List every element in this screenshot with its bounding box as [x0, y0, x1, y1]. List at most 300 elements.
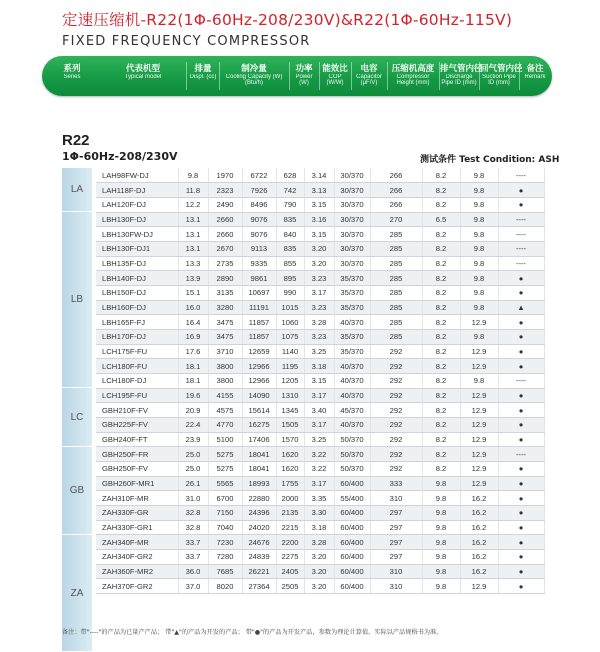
- header-cop: 能效比 COP (W/W): [322, 64, 348, 87]
- cell-cooling-btu: 9113: [242, 241, 276, 256]
- cell-power: 2135: [276, 505, 304, 520]
- cell-suction-pipe: 12.9: [460, 344, 498, 359]
- cell-discharge-pipe: 8.2: [422, 300, 460, 315]
- cell-capacitor: 30/370: [334, 227, 370, 242]
- cell-suction-pipe: 12.9: [460, 359, 498, 374]
- cell-model: LCH195F-FU: [96, 388, 178, 403]
- cell-height: 292: [370, 417, 422, 432]
- cell-capacitor: 60/400: [334, 476, 370, 491]
- cell-model: LCH180F-FU: [96, 359, 178, 374]
- cell-remark: ●: [498, 183, 544, 198]
- cell-height: 310: [370, 564, 422, 579]
- cell-suction-pipe: 9.8: [460, 241, 498, 256]
- voltage-label: 1Φ-60Hz-208/230V: [62, 150, 178, 163]
- cell-capacitor: 30/370: [334, 256, 370, 271]
- cell-displ: 15.1: [178, 285, 208, 300]
- table-row: [96, 491, 544, 506]
- cell-power: 835: [276, 241, 304, 256]
- cell-suction-pipe: 9.8: [460, 285, 498, 300]
- cell-power: 1755: [276, 476, 304, 491]
- cell-height: 310: [370, 579, 422, 594]
- cell-capacitor: 35/370: [334, 285, 370, 300]
- cell-cop: 3.28: [304, 535, 334, 550]
- cell-power: 840: [276, 227, 304, 242]
- cell-cooling-w: 3800: [208, 359, 242, 374]
- cell-discharge-pipe: 8.2: [422, 359, 460, 374]
- refrigerant-label: R22: [62, 132, 90, 149]
- cell-remark: ●: [498, 403, 544, 418]
- cell-height: 285: [370, 241, 422, 256]
- spec-table: [96, 168, 545, 594]
- cell-remark: ----: [498, 212, 544, 227]
- cell-suction-pipe: 16.2: [460, 564, 498, 579]
- table-row: [96, 359, 544, 374]
- header-remark: 备注 Remark: [524, 64, 546, 80]
- cell-remark: ●: [498, 564, 544, 579]
- cell-cooling-btu: 6722: [242, 168, 276, 183]
- table-row: [96, 505, 544, 520]
- header-model: 代表机型 Typical model: [124, 64, 162, 80]
- cell-power: 2505: [276, 579, 304, 594]
- cell-suction-pipe: 12.9: [460, 476, 498, 491]
- cell-capacitor: 50/370: [334, 432, 370, 447]
- cell-cooling-w: 4155: [208, 388, 242, 403]
- cell-capacitor: 60/400: [334, 520, 370, 535]
- cell-displ: 13.9: [178, 271, 208, 286]
- cell-capacitor: 60/400: [334, 535, 370, 550]
- cell-discharge-pipe: 8.2: [422, 183, 460, 198]
- footnote: 备注：带"----"的产品为已量产产品； 带"▲"的产品为开发的产品； 带"●"的产品为开发产品，参数为理论计算值，实际以产品规格书为准。: [62, 629, 443, 636]
- cell-power: 2215: [276, 520, 304, 535]
- cell-cooling-w: 7685: [208, 564, 242, 579]
- cell-cooling-w: 2660: [208, 212, 242, 227]
- cell-capacitor: 50/370: [334, 447, 370, 462]
- cell-displ: 20.9: [178, 403, 208, 418]
- cell-displ: 22.4: [178, 417, 208, 432]
- cell-remark: ●: [498, 491, 544, 506]
- cell-cooling-btu: 7926: [242, 183, 276, 198]
- header-discharge: 排气管内径 Discharge Pipe ID (mm): [440, 64, 483, 87]
- cell-model: LAH118F-DJ: [96, 183, 178, 198]
- cell-cop: 3.28: [304, 315, 334, 330]
- cell-discharge-pipe: 8.2: [422, 373, 460, 388]
- table-row: [96, 461, 544, 476]
- cell-cooling-btu: 11191: [242, 300, 276, 315]
- series-column: [62, 168, 92, 608]
- cell-cop: 3.23: [304, 329, 334, 344]
- cell-model: LBH160F-DJ: [96, 300, 178, 315]
- cell-displ: 37.0: [178, 579, 208, 594]
- cell-displ: 16.4: [178, 315, 208, 330]
- cell-discharge-pipe: 9.8: [422, 535, 460, 550]
- cell-height: 292: [370, 461, 422, 476]
- cell-model: GBH240F-FT: [96, 432, 178, 447]
- cell-cooling-btu: 9076: [242, 212, 276, 227]
- cell-displ: 33.7: [178, 535, 208, 550]
- cell-remark: ●: [498, 549, 544, 564]
- cell-cop: 3.18: [304, 359, 334, 374]
- cell-cooling-w: 2670: [208, 241, 242, 256]
- series-lb: LB: [62, 212, 92, 388]
- cell-discharge-pipe: 8.2: [422, 168, 460, 183]
- cell-cooling-w: 5100: [208, 432, 242, 447]
- cell-suction-pipe: 9.8: [460, 212, 498, 227]
- cell-cooling-w: 3475: [208, 315, 242, 330]
- cell-height: 297: [370, 505, 422, 520]
- cell-cooling-btu: 9076: [242, 227, 276, 242]
- table-row: [96, 285, 544, 300]
- cell-cop: 3.14: [304, 168, 334, 183]
- cell-cop: 3.25: [304, 344, 334, 359]
- cell-power: 835: [276, 212, 304, 227]
- cell-displ: 18.1: [178, 373, 208, 388]
- cell-height: 333: [370, 476, 422, 491]
- cell-height: 297: [370, 535, 422, 550]
- cell-capacitor: 35/370: [334, 329, 370, 344]
- cell-displ: 33.7: [178, 549, 208, 564]
- cell-cooling-w: 3475: [208, 329, 242, 344]
- cell-height: 270: [370, 212, 422, 227]
- table-row: [96, 300, 544, 315]
- cell-cooling-btu: 22880: [242, 491, 276, 506]
- cell-power: 855: [276, 256, 304, 271]
- cell-model: LAH98FW-DJ: [96, 168, 178, 183]
- cell-height: 285: [370, 227, 422, 242]
- series-la: LA: [62, 168, 92, 212]
- cell-model: ZAH360F-MR2: [96, 564, 178, 579]
- cell-remark: ▲: [498, 300, 544, 315]
- cell-cooling-btu: 27364: [242, 579, 276, 594]
- cell-model: LCH175F-FU: [96, 344, 178, 359]
- table-row: [96, 388, 544, 403]
- cell-cooling-btu: 18041: [242, 447, 276, 462]
- header-power: 功率 Power (W): [295, 64, 313, 87]
- cell-discharge-pipe: 8.2: [422, 256, 460, 271]
- table-row: [96, 432, 544, 447]
- cell-discharge-pipe: 8.2: [422, 388, 460, 403]
- page-subtitle: FIXED FREQUENCY COMPRESSOR: [62, 34, 311, 49]
- cell-cop: 3.15: [304, 373, 334, 388]
- cell-remark: ●: [498, 579, 544, 594]
- cell-power: 1140: [276, 344, 304, 359]
- cell-model: LBH130F-DJ: [96, 212, 178, 227]
- cell-power: 2275: [276, 549, 304, 564]
- cell-model: GBH210F-FV: [96, 403, 178, 418]
- cell-displ: 16.9: [178, 329, 208, 344]
- cell-height: 266: [370, 168, 422, 183]
- table-row: [96, 373, 544, 388]
- cell-model: GBH225F-FV: [96, 417, 178, 432]
- series-lc: LC: [62, 388, 92, 447]
- cell-displ: 13.3: [178, 256, 208, 271]
- cell-suction-pipe: 16.2: [460, 491, 498, 506]
- cell-remark: ●: [498, 329, 544, 344]
- cell-remark: ●: [498, 476, 544, 491]
- table-row: [96, 535, 544, 550]
- cell-cop: 3.18: [304, 520, 334, 535]
- cell-cooling-w: 3280: [208, 300, 242, 315]
- cell-remark: ----: [498, 373, 544, 388]
- cell-cop: 3.30: [304, 505, 334, 520]
- cell-cop: 3.25: [304, 432, 334, 447]
- cell-suction-pipe: 9.8: [460, 197, 498, 212]
- cell-model: LAH120F-DJ: [96, 197, 178, 212]
- cell-displ: 26.1: [178, 476, 208, 491]
- series-gb: GB: [62, 447, 92, 535]
- cell-cooling-btu: 12659: [242, 344, 276, 359]
- series-za: ZA: [62, 535, 92, 652]
- cell-model: ZAH340F-MR: [96, 535, 178, 550]
- cell-displ: 23.9: [178, 432, 208, 447]
- cell-height: 285: [370, 315, 422, 330]
- cell-suction-pipe: 9.8: [460, 256, 498, 271]
- cell-cooling-w: 7040: [208, 520, 242, 535]
- cell-power: 1345: [276, 403, 304, 418]
- cell-displ: 13.1: [178, 212, 208, 227]
- cell-discharge-pipe: 6.5: [422, 212, 460, 227]
- header-band: [42, 56, 552, 96]
- cell-cooling-w: 4770: [208, 417, 242, 432]
- cell-height: 285: [370, 271, 422, 286]
- header-suction: 回气管内径 Suction Pipe ID (mm): [480, 64, 523, 87]
- cell-height: 266: [370, 197, 422, 212]
- table-row: [96, 579, 544, 594]
- cell-cooling-w: 2323: [208, 183, 242, 198]
- cell-cooling-btu: 15614: [242, 403, 276, 418]
- cell-cop: 3.17: [304, 388, 334, 403]
- cell-suction-pipe: 9.8: [460, 329, 498, 344]
- cell-cooling-w: 5275: [208, 447, 242, 462]
- cell-height: 292: [370, 432, 422, 447]
- cell-power: 1060: [276, 315, 304, 330]
- cell-discharge-pipe: 8.2: [422, 197, 460, 212]
- cell-remark: ●: [498, 359, 544, 374]
- cell-capacitor: 35/370: [334, 300, 370, 315]
- cell-cooling-btu: 24676: [242, 535, 276, 550]
- cell-discharge-pipe: 9.8: [422, 549, 460, 564]
- cell-cooling-btu: 11857: [242, 329, 276, 344]
- cell-remark: ----: [498, 168, 544, 183]
- cell-cooling-btu: 12966: [242, 359, 276, 374]
- cell-height: 285: [370, 329, 422, 344]
- cell-cooling-btu: 24020: [242, 520, 276, 535]
- cell-suction-pipe: 12.9: [460, 579, 498, 594]
- cell-cooling-btu: 24839: [242, 549, 276, 564]
- cell-remark: ●: [498, 271, 544, 286]
- cell-cop: 3.22: [304, 461, 334, 476]
- cell-suction-pipe: 12.9: [460, 432, 498, 447]
- cell-capacitor: 35/370: [334, 344, 370, 359]
- cell-remark: ●: [498, 197, 544, 212]
- cell-model: LBH135F-DJ: [96, 256, 178, 271]
- cell-height: 292: [370, 388, 422, 403]
- cell-power: 1075: [276, 329, 304, 344]
- cell-displ: 25.0: [178, 447, 208, 462]
- cell-model: LBH130FW-DJ: [96, 227, 178, 242]
- cell-power: 628: [276, 168, 304, 183]
- cell-power: 1570: [276, 432, 304, 447]
- cell-discharge-pipe: 8.2: [422, 227, 460, 242]
- cell-displ: 32.8: [178, 520, 208, 535]
- cell-cop: 3.15: [304, 197, 334, 212]
- cell-discharge-pipe: 8.2: [422, 241, 460, 256]
- cell-capacitor: 60/400: [334, 579, 370, 594]
- cell-suction-pipe: 9.8: [460, 300, 498, 315]
- cell-displ: 13.1: [178, 227, 208, 242]
- cell-suction-pipe: 16.2: [460, 520, 498, 535]
- header-displ: 排量 Displ. (cc): [189, 64, 217, 80]
- cell-cooling-btu: 26221: [242, 564, 276, 579]
- cell-capacitor: 45/370: [334, 403, 370, 418]
- cell-model: LBH165F-FJ: [96, 315, 178, 330]
- cell-cooling-w: 3710: [208, 344, 242, 359]
- table-row: [96, 476, 544, 491]
- cell-cop: 3.20: [304, 256, 334, 271]
- cell-remark: ----: [498, 447, 544, 462]
- cell-cop: 3.23: [304, 300, 334, 315]
- cell-displ: 32.8: [178, 505, 208, 520]
- cell-cooling-btu: 17406: [242, 432, 276, 447]
- cell-cooling-btu: 9335: [242, 256, 276, 271]
- cell-power: 1310: [276, 388, 304, 403]
- test-condition: 测试条件 Test Condition: ASH: [420, 155, 560, 165]
- cell-height: 292: [370, 344, 422, 359]
- cell-cooling-btu: 16275: [242, 417, 276, 432]
- cell-cooling-w: 1970: [208, 168, 242, 183]
- cell-capacitor: 30/370: [334, 197, 370, 212]
- cell-suction-pipe: 12.9: [460, 447, 498, 462]
- cell-displ: 11.8: [178, 183, 208, 198]
- cell-model: GBH260F-MR1: [96, 476, 178, 491]
- cell-cooling-w: 2735: [208, 256, 242, 271]
- cell-remark: ----: [498, 227, 544, 242]
- cell-displ: 12.2: [178, 197, 208, 212]
- cell-cop: 3.35: [304, 491, 334, 506]
- cell-cop: 3.17: [304, 476, 334, 491]
- table-row: [96, 256, 544, 271]
- cell-capacitor: 40/370: [334, 315, 370, 330]
- cell-model: ZAH330F-GR1: [96, 520, 178, 535]
- cell-power: 2000: [276, 491, 304, 506]
- cell-power: 1195: [276, 359, 304, 374]
- cell-suction-pipe: 9.8: [460, 373, 498, 388]
- cell-height: 285: [370, 256, 422, 271]
- cell-remark: ●: [498, 417, 544, 432]
- cell-cop: 3.22: [304, 447, 334, 462]
- cell-capacitor: 60/400: [334, 549, 370, 564]
- cell-height: 297: [370, 549, 422, 564]
- cell-model: GBH250F-FR: [96, 447, 178, 462]
- table-row: [96, 447, 544, 462]
- cell-discharge-pipe: 8.2: [422, 271, 460, 286]
- cell-cooling-btu: 14090: [242, 388, 276, 403]
- cell-power: 895: [276, 271, 304, 286]
- cell-cooling-btu: 11857: [242, 315, 276, 330]
- cell-cop: 3.17: [304, 417, 334, 432]
- cell-suction-pipe: 12.9: [460, 417, 498, 432]
- cell-displ: 19.6: [178, 388, 208, 403]
- cell-discharge-pipe: 8.2: [422, 315, 460, 330]
- cell-discharge-pipe: 9.8: [422, 579, 460, 594]
- cell-discharge-pipe: 9.8: [422, 491, 460, 506]
- cell-cop: 3.20: [304, 579, 334, 594]
- cell-remark: ●: [498, 344, 544, 359]
- cell-height: 292: [370, 373, 422, 388]
- cell-discharge-pipe: 9.8: [422, 476, 460, 491]
- cell-model: GBH250F-FV: [96, 461, 178, 476]
- cell-power: 1620: [276, 447, 304, 462]
- cell-cooling-btu: 18041: [242, 461, 276, 476]
- cell-cop: 3.23: [304, 271, 334, 286]
- cell-capacitor: 30/370: [334, 168, 370, 183]
- cell-capacitor: 40/370: [334, 373, 370, 388]
- cell-power: 990: [276, 285, 304, 300]
- table-row: [96, 197, 544, 212]
- cell-capacitor: 35/370: [334, 271, 370, 286]
- cell-suction-pipe: 16.2: [460, 505, 498, 520]
- cell-suction-pipe: 12.9: [460, 388, 498, 403]
- cell-cooling-btu: 10697: [242, 285, 276, 300]
- table-row: [96, 212, 544, 227]
- cell-remark: ●: [498, 432, 544, 447]
- cell-capacitor: 60/400: [334, 505, 370, 520]
- cell-model: ZAH330F-GR: [96, 505, 178, 520]
- cell-cop: 3.15: [304, 227, 334, 242]
- cell-cooling-btu: 8496: [242, 197, 276, 212]
- cell-capacitor: 30/370: [334, 183, 370, 198]
- cell-discharge-pipe: 8.2: [422, 417, 460, 432]
- cell-displ: 9.8: [178, 168, 208, 183]
- table-row: [96, 564, 544, 579]
- cell-capacitor: 30/370: [334, 241, 370, 256]
- cell-displ: 31.0: [178, 491, 208, 506]
- cell-model: LBH130F-DJ1: [96, 241, 178, 256]
- cell-capacitor: 60/400: [334, 564, 370, 579]
- cell-height: 285: [370, 285, 422, 300]
- cell-height: 310: [370, 491, 422, 506]
- cell-height: 292: [370, 447, 422, 462]
- cell-model: ZAH310F-MR: [96, 491, 178, 506]
- cell-displ: 25.0: [178, 461, 208, 476]
- cell-discharge-pipe: 8.2: [422, 432, 460, 447]
- cell-cooling-btu: 9861: [242, 271, 276, 286]
- cell-power: 1620: [276, 461, 304, 476]
- cell-power: 2405: [276, 564, 304, 579]
- table-row: [96, 344, 544, 359]
- table-row: [96, 271, 544, 286]
- cell-suction-pipe: 9.8: [460, 183, 498, 198]
- cell-power: 790: [276, 197, 304, 212]
- table-row: [96, 520, 544, 535]
- cell-displ: 18.1: [178, 359, 208, 374]
- cell-cooling-w: 7230: [208, 535, 242, 550]
- header-capacitor: 电容 Capacitor (μF/V): [356, 64, 382, 87]
- header-series: 系列 Series: [63, 64, 81, 80]
- cell-remark: ----: [498, 256, 544, 271]
- cell-suction-pipe: 12.9: [460, 315, 498, 330]
- cell-discharge-pipe: 8.2: [422, 461, 460, 476]
- cell-remark: ●: [498, 285, 544, 300]
- page-title: 定速压缩机-R22(1Φ-60Hz-208/230V)&R22(1Φ-60Hz-115V): [62, 11, 513, 29]
- cell-discharge-pipe: 9.8: [422, 564, 460, 579]
- cell-capacitor: 55/400: [334, 491, 370, 506]
- cell-discharge-pipe: 9.8: [422, 505, 460, 520]
- cell-cooling-w: 6700: [208, 491, 242, 506]
- cell-cooling-w: 3135: [208, 285, 242, 300]
- table-row: [96, 227, 544, 242]
- cell-capacitor: 40/370: [334, 388, 370, 403]
- cell-cop: 3.20: [304, 241, 334, 256]
